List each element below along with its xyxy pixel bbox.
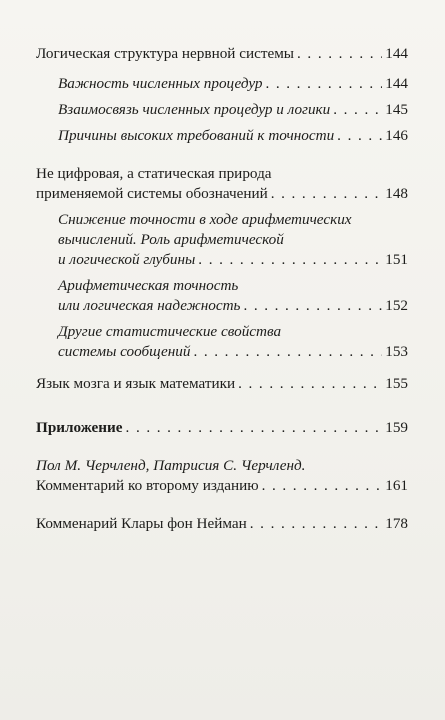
toc-entry-authors: Пол М. Черчленд, Патрисия С. Черчленд. bbox=[36, 457, 306, 474]
leader-dots bbox=[193, 342, 382, 362]
toc-entry-title-line: Не цифровая, а статическая природа bbox=[36, 165, 272, 182]
leader-dots bbox=[250, 514, 382, 534]
toc-entry-precision-loss[interactable] bbox=[36, 210, 408, 270]
toc-entry-title-line: системы сообщений bbox=[58, 343, 191, 360]
toc-entry-page: 146 bbox=[385, 127, 408, 144]
leader-dots bbox=[297, 44, 382, 64]
toc-entry-arithmetic-precision[interactable] bbox=[36, 276, 408, 316]
leader-dots bbox=[333, 100, 382, 120]
leader-dots bbox=[271, 184, 382, 204]
toc-entry-title: Комменарий Клары фон Нейман bbox=[36, 515, 247, 532]
toc-entry-page: 178 bbox=[385, 515, 408, 532]
toc-entry-page: 159 bbox=[385, 419, 408, 436]
toc-entry-page: 155 bbox=[385, 375, 408, 392]
toc-entry-procedures-and-logic[interactable] bbox=[36, 100, 408, 120]
toc-entry-precision-requirements[interactable] bbox=[36, 126, 408, 146]
toc-entry-page: 144 bbox=[385, 45, 408, 62]
toc-entry-title-line: или логическая надежность bbox=[58, 297, 241, 314]
toc-entry-page: 151 bbox=[385, 251, 408, 268]
toc-entry-title: Важность численных процедур bbox=[58, 75, 263, 92]
toc-entry-appendix[interactable] bbox=[36, 418, 408, 438]
toc-entry-title-line: Снижение точности в ходе арифметических bbox=[58, 211, 352, 228]
toc-entry-title-line: Комментарий ко второму изданию bbox=[36, 477, 259, 494]
toc-entry-title-line: Арифметическая точность bbox=[58, 277, 239, 294]
leader-dots bbox=[126, 418, 383, 438]
toc-entry-klara-commentary[interactable] bbox=[36, 514, 408, 534]
leader-dots bbox=[238, 374, 382, 394]
leader-dots bbox=[243, 296, 382, 316]
toc-entry-page: 144 bbox=[385, 75, 408, 92]
toc-entry-page: 153 bbox=[385, 343, 408, 360]
toc-entry-title-line: применяемой системы обозначений bbox=[36, 185, 268, 202]
toc-entry-title-line: Другие статистические свойства bbox=[58, 323, 282, 340]
table-of-contents bbox=[36, 44, 408, 534]
toc-entry-logical-structure[interactable] bbox=[36, 44, 408, 64]
toc-entry-title: Язык мозга и язык математики bbox=[36, 375, 236, 392]
toc-entry-statistical-nature[interactable] bbox=[36, 164, 408, 204]
toc-entry-title: Взаимосвязь численных процедур и логики bbox=[58, 101, 331, 118]
toc-entry-title: Приложение bbox=[36, 419, 123, 436]
toc-entry-title: Причины высоких требований к точности bbox=[58, 127, 335, 144]
leader-dots bbox=[198, 250, 382, 270]
leader-dots bbox=[266, 74, 383, 94]
toc-entry-page: 145 bbox=[385, 101, 408, 118]
toc-entry-title-line: и логической глубины bbox=[58, 251, 196, 268]
toc-entry-brain-language[interactable] bbox=[36, 374, 408, 394]
toc-entry-page: 148 bbox=[385, 185, 408, 202]
toc-entry-churchland-commentary[interactable] bbox=[36, 456, 408, 496]
leader-dots bbox=[337, 126, 382, 146]
toc-entry-page: 161 bbox=[385, 477, 408, 494]
toc-entry-statistical-properties[interactable] bbox=[36, 322, 408, 362]
toc-entry-title: Логическая структура нервной системы bbox=[36, 45, 295, 62]
leader-dots bbox=[262, 476, 383, 496]
toc-entry-page: 152 bbox=[385, 297, 408, 314]
toc-entry-title-line: вычислений. Роль арифметической bbox=[58, 231, 284, 248]
toc-entry-numerical-procedures[interactable] bbox=[36, 74, 408, 94]
